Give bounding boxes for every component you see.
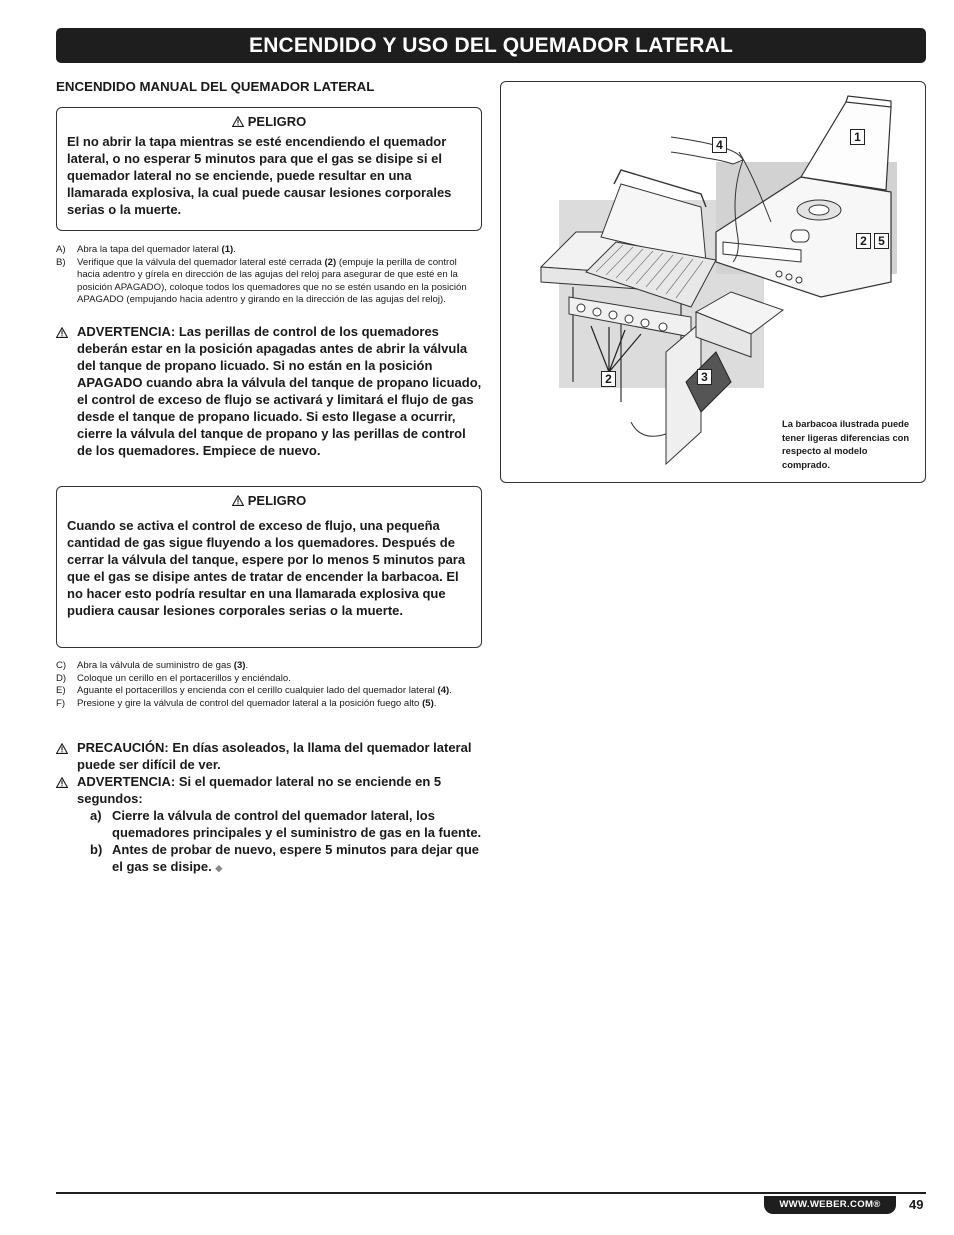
step-text: [77, 673, 482, 686]
warning-text-1: ADVERTENCIA: Las perillas de control de los quemadores deberán estar en la posición apagadas antes de abrir la válvula del tanque de propano licuado. Si no están en la posición APAGADO cuando abra la válvula del tanque de propano licuado, el control de exceso de flujo se activará y limitará el flujo de gas desde el tanque de propano licuado. Si esto llegase a ocurrir, cierre la válvula del tanque de propano y las perillas de control de los quemadores. Empiece de nuevo.: [77, 324, 482, 458]
callout-2-side: 2: [856, 233, 871, 249]
sub-item-b: [90, 841, 482, 877]
step-body: Aguante el portacerillos y encienda con el cerillo cualquier lado del quemador lateral: [77, 685, 438, 697]
steps-list-2: [56, 660, 482, 710]
warning-triangle-icon: [56, 777, 68, 788]
sub-letter: a): [90, 808, 102, 823]
danger-box-2: [56, 486, 482, 648]
step-body: Abra la tapa del quemador lateral: [77, 244, 222, 255]
step-letter: F): [56, 697, 66, 709]
step-d: [56, 673, 482, 686]
sub-list: [90, 807, 482, 877]
step-text: [77, 257, 482, 307]
callout-4: 4: [712, 137, 727, 153]
warning-triangle-icon: [56, 327, 68, 338]
footer-url[interactable]: WWW.WEBER.COM®: [764, 1196, 896, 1214]
step-ref: (2): [324, 256, 337, 268]
step-e: [56, 685, 482, 698]
step-tail: (empuje la perilla de control hacia adentro y gírela en dirección de las agujas del reloj para asegurar de que esté en la posición APAGADO), coloque todos los quemadores que no se estén usando en la posición APAGADO (empujando hacia adentro y girando en la dirección de las agujas del reloj).: [77, 256, 467, 306]
step-ref: (1): [221, 244, 234, 255]
danger-text-2: Cuando se activa el control de exceso de flujo, una pequeña cantidad de gas sigue fluyendo a los quemadores. Después de cerrar la válvula del tanque, espere por lo menos 5 minutos para que el gas se disipe antes de tratar de encender la barbacoa. El no hacer esto podría resultar en una llamarada explosiva que pudiera causar lesiones corporales serias o la muerte.: [67, 518, 466, 618]
step-letter: A): [56, 244, 66, 255]
step-tail: .: [433, 697, 437, 709]
page-header-bar: [56, 28, 926, 63]
sub-text: Cierre la válvula de control del quemador lateral, los quemadores principales y el suministro de gas en la fuente.: [112, 808, 482, 840]
step-tail: .: [245, 660, 249, 671]
danger-title-2: [67, 493, 471, 508]
step-letter: D): [56, 672, 67, 684]
step-text: [77, 698, 482, 711]
end-mark-icon: ◆: [215, 863, 223, 873]
caution-text: PRECAUCIÓN: En días asoleados, la llama del quemador lateral puede ser difícil de ver.: [77, 740, 472, 772]
callout-3: 3: [697, 369, 712, 385]
warning-notice-1: [56, 323, 482, 459]
callout-1: 1: [850, 129, 865, 145]
step-tail: .: [233, 244, 236, 255]
step-ref: (3): [233, 660, 246, 671]
step-c: [56, 660, 482, 673]
step-a: [56, 244, 482, 257]
danger-box-1: [56, 107, 482, 231]
warning-triangle-icon: [232, 495, 244, 506]
warning-text-2: ADVERTENCIA: Si el quemador lateral no se enciende en 5 segundos:: [77, 774, 442, 806]
step-ref: (4): [437, 685, 450, 697]
page-number: 49: [909, 1197, 924, 1212]
step-body: Verifique que la válvula del quemador lateral esté cerrada: [77, 256, 325, 268]
callout-5: 5: [874, 233, 889, 249]
danger-text-1: El no abrir la tapa mientras se esté encendiendo el quemador lateral, o no esperar 5 minutos para que el gas se disipe si el quemador lateral no se enciende, puede resultar en una llamarada explosiva, la cual puede causar lesiones corporales serias o la muerte.: [67, 134, 452, 217]
sub-letter: b): [90, 842, 103, 857]
step-text: [77, 660, 482, 673]
grill-illustration-figure: [500, 81, 926, 483]
sub-item-a: [90, 807, 482, 841]
warning-notice-2: [56, 773, 482, 807]
section-heading: ENCENDIDO MANUAL DEL QUEMADOR LATERAL: [56, 79, 375, 94]
danger-title-1: [67, 114, 471, 129]
steps-list-1: [56, 244, 482, 307]
warning-triangle-icon: [232, 116, 244, 127]
warning-triangle-icon: [56, 743, 68, 754]
page-title: ENCENDIDO Y USO DEL QUEMADOR LATERAL: [248, 34, 734, 57]
sub-text-wrap: [112, 841, 482, 877]
sub-text: Antes de probar de nuevo, espere 5 minutos para dejar que el gas se disipe.: [112, 842, 479, 874]
footer-rule: [56, 1192, 926, 1194]
caution-notice: [56, 739, 482, 773]
figure-caption: La barbacoa ilustrada puede tener ligeras diferencias con respecto al modelo comprado.: [782, 418, 910, 470]
step-body: Presione y gire la válvula de control del quemador lateral a la posición fuego alto: [77, 697, 423, 709]
step-b: [56, 257, 482, 307]
step-body: Abra la válvula de suministro de gas: [77, 660, 234, 671]
step-body: Coloque un cerillo en el portacerillos y enciéndalo.: [77, 672, 291, 684]
step-letter: B): [56, 256, 66, 268]
callout-2: 2: [601, 371, 616, 387]
danger-title-text: PELIGRO: [247, 493, 307, 508]
step-tail: .: [449, 685, 452, 697]
step-letter: C): [56, 660, 67, 671]
step-f: [56, 698, 482, 711]
step-text: [77, 244, 482, 257]
danger-title-text: PELIGRO: [247, 114, 307, 129]
step-letter: E): [56, 685, 66, 697]
step-ref: (5): [422, 697, 434, 709]
step-text: [77, 685, 482, 698]
